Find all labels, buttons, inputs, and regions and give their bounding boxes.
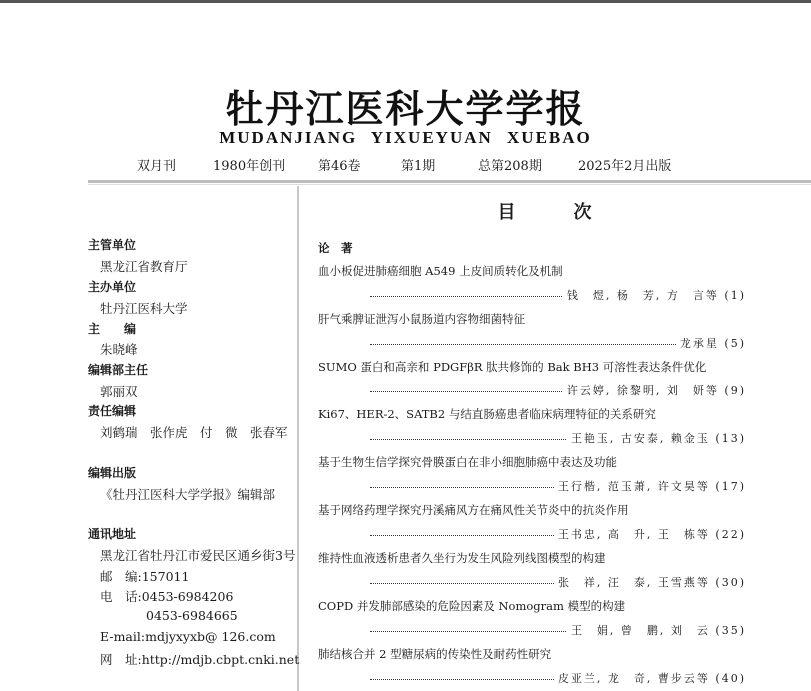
phone-value-1: 电 话:0453-6984206 — [100, 589, 234, 604]
issue-total: 总第208期 — [478, 159, 542, 174]
toc-entry-title: SUMO 蛋白和高亲和 PDGFβR 肽共修饰的 Bak BH3 可溶性表达条件优化 — [318, 360, 707, 374]
toc-entry-line — [370, 670, 746, 686]
toc-entry-title: 基于生物生信学探究骨膜蛋白在非小细胞肺癌中表达及功能 — [318, 455, 617, 469]
address-value: 黑龙江省牡丹江市爱民区通乡街3号 — [100, 548, 296, 563]
journal-title-english: MUDANJIANG YIXUEYUAN XUEBAO — [219, 128, 592, 147]
toc-entry-title: 血小板促进肺癌细胞 A549 上皮间质转化及机制 — [318, 264, 563, 278]
phone-value-2: 0453-6984665 — [146, 608, 238, 623]
journal-title-chinese: 牡丹江医科大学学报 — [225, 86, 586, 131]
toc-entry-line — [370, 574, 746, 590]
toc-entry-line — [370, 622, 746, 638]
toc-entry-authors: 钱 煜, 杨 芳, 方 言等 (1) — [563, 287, 746, 303]
sponsor-label: 主办单位 — [88, 280, 137, 294]
issue-info-line — [0, 155, 811, 175]
toc-entry-title: 肺结核合并 2 型糖尿病的传染性及耐药性研究 — [318, 647, 552, 661]
toc-entry-title: COPD 并发肺部感染的危险因素及 Nomogram 模型的构建 — [318, 599, 626, 613]
issue-date: 2025年2月出版 — [578, 159, 672, 174]
toc-entry-authors: 龙承星 (5) — [676, 335, 746, 351]
issue-frequency: 双月刊 — [137, 159, 177, 174]
editor-label: 主 编 — [88, 322, 137, 336]
toc-entry-title: Ki67、HER-2、SATB2 与结直肠癌患者临床病理特征的关系研究 — [318, 407, 656, 421]
toc-entry-line — [370, 478, 746, 494]
responsible-editors-label: 责任编辑 — [88, 404, 137, 418]
toc-entry-title: 基于网络药理学探究丹溪痛风方在痛风性关节炎中的抗炎作用 — [318, 503, 629, 517]
editor-value: 朱晓峰 — [100, 342, 138, 357]
toc-entry-line — [370, 430, 746, 446]
header-band-thin — [88, 184, 811, 185]
toc-entry-authors: 张 祥, 汪 泰, 王雪燕等 (30) — [554, 574, 746, 590]
toc-entry-authors: 皮亚兰, 龙 奇, 曹步云等 (40) — [554, 670, 746, 686]
sponsor-value: 牡丹江医科大学 — [100, 301, 188, 316]
supervisor-value: 黑龙江省教育厅 — [100, 259, 188, 274]
toc-entry-authors: 王 娟, 曾 鹏, 刘 云 (35) — [567, 622, 746, 638]
issue-number: 第1期 — [401, 159, 436, 174]
header-band — [88, 180, 811, 183]
postcode-value: 邮 编:157011 — [100, 569, 190, 584]
supervisor-label: 主管单位 — [88, 238, 137, 252]
toc-entry-line — [370, 382, 746, 398]
toc-entry-authors: 许云婷, 徐黎明, 刘 妍等 (9) — [563, 382, 746, 398]
office-director-label: 编辑部主任 — [88, 363, 149, 377]
responsible-editors-value: 刘鹤瑞 张作虎 付 微 张春军 — [100, 425, 288, 440]
website-value: 网 址:http://mdjb.cbpt.cnki.net — [100, 652, 300, 667]
toc-entry-line — [370, 287, 746, 303]
column-divider — [297, 186, 299, 691]
toc-entry-line — [370, 526, 746, 542]
toc-entry-line — [370, 335, 746, 351]
toc-entry-title: 肝气乘脾证泄泻小鼠肠道内容物细菌特征 — [318, 312, 525, 326]
issue-volume: 第46卷 — [318, 159, 361, 174]
publisher-label: 编辑出版 — [88, 466, 137, 480]
office-director-value: 郭丽双 — [100, 384, 138, 399]
top-rule — [0, 0, 811, 3]
toc-entry-title: 维持性血液透析患者久坐行为发生风险列线图模型的构建 — [318, 551, 606, 565]
toc-entry-authors: 王艳玉, 古安泰, 赖金玉 (13) — [567, 430, 746, 446]
toc-heading: 目 次 — [497, 202, 612, 223]
contact-label: 通讯地址 — [88, 527, 137, 541]
toc-entry-authors: 王书忠, 高 升, 王 栋等 (22) — [554, 526, 746, 542]
email-value: E-mail:mdjyxyxb@ 126.com — [100, 629, 276, 644]
publisher-value: 《牡丹江医科大学学报》编辑部 — [100, 487, 276, 502]
toc-entry-authors: 王行楷, 范玉萧, 许文昊等 (17) — [554, 478, 746, 494]
toc-section-label: 论 著 — [318, 241, 353, 255]
issue-founded: 1980年创刊 — [213, 159, 286, 174]
